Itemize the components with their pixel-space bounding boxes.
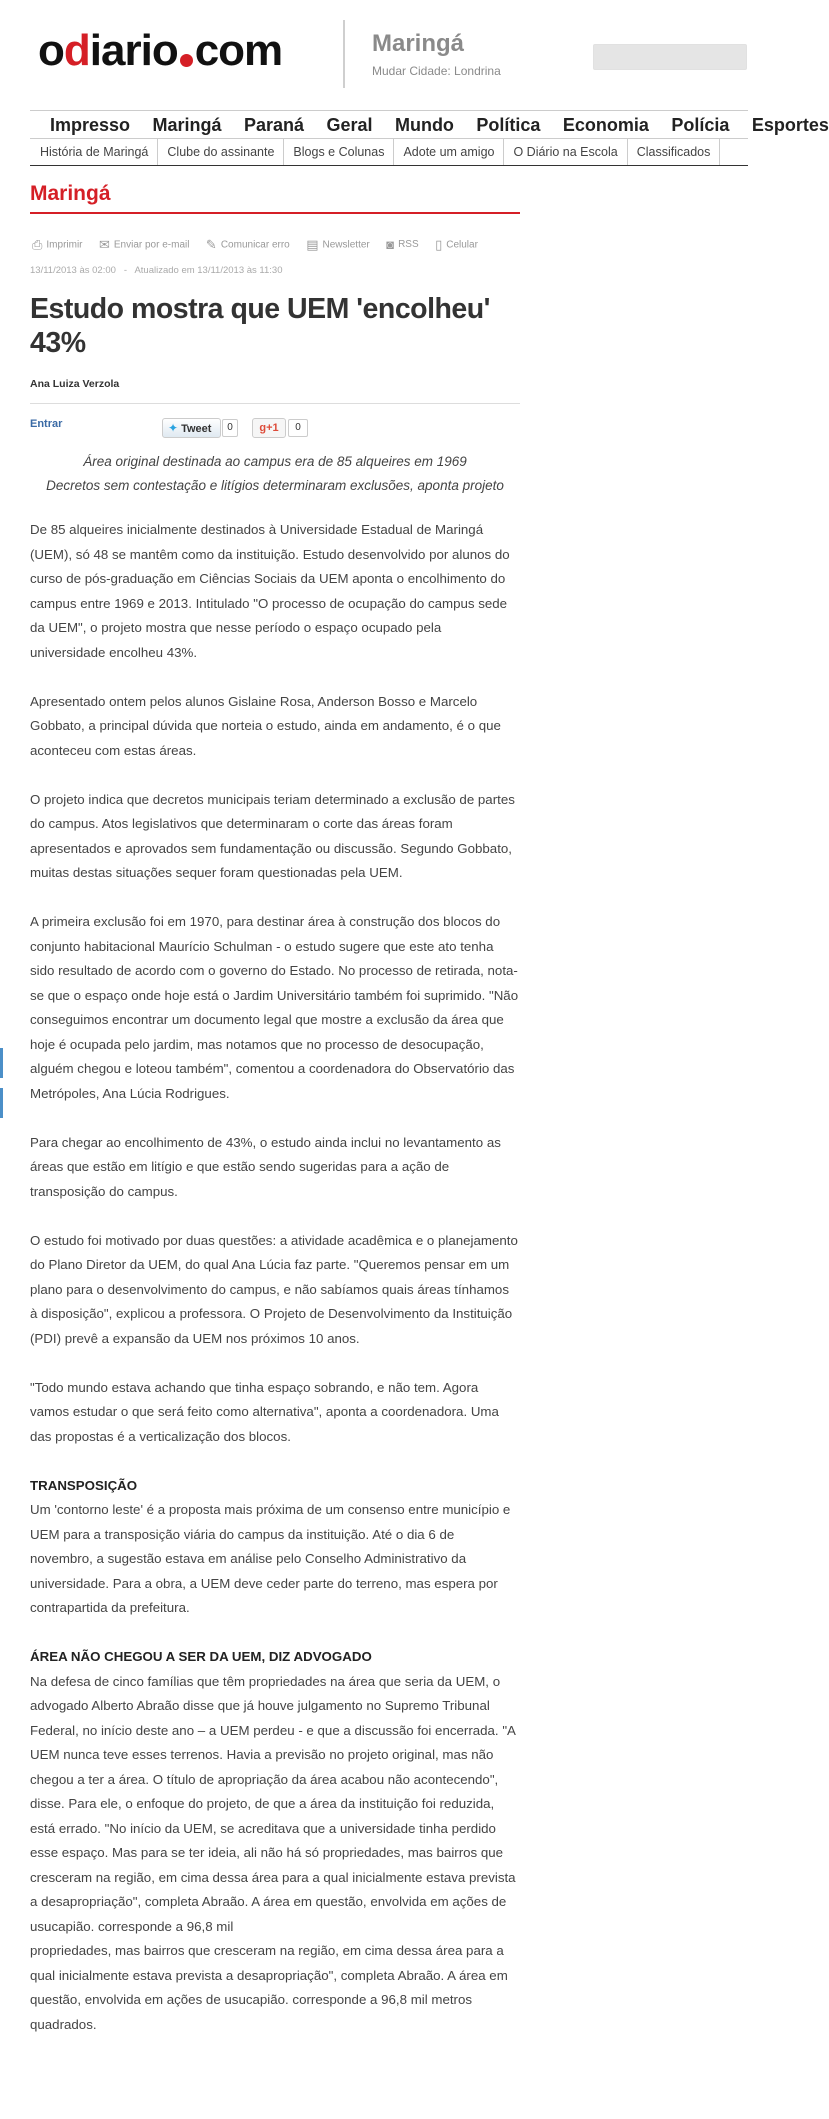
newsletter-label: Newsletter xyxy=(322,239,370,251)
article-dates xyxy=(30,265,283,276)
subheading-area: ÁREA NÃO CHEGOU A SER DA UEM, DIZ ADVOGADO xyxy=(30,1649,372,1664)
newsletter-button[interactable] xyxy=(306,237,370,253)
author-divider xyxy=(30,403,520,404)
paragraph: O estudo foi motivado por duas questões: a atividade acadêmica e o planejamento do Plano Diretor da UEM, do qual Ana Lúcia faz parte. "Queremos pensar em um plano para o desenvolvimento do campus, e não sabíamos quais áreas tínhamos à disposição", explicou a professora. O Projeto de Desenvolvimento da Instituição (PDI) prevê a expansão da UEM nos próximos 10 anos. xyxy=(30,1232,518,1346)
email-label: Enviar por e-mail xyxy=(113,239,190,251)
paragraph: O projeto indica que decretos municipais teriam determinado a exclusão de partes do campus. Atos legislativos que determinaram o corte das áreas foram apresentados e aprovados sem fundamentação ou discussão. Segundo Gobbato, muitas destas situações sequer foram questionadas pela UEM. xyxy=(30,791,515,880)
nav-item-geral[interactable]: Geral xyxy=(326,115,373,135)
rss-label: RSS xyxy=(398,239,419,251)
date-separator: - xyxy=(123,265,128,276)
paragraph: Para chegar ao encolhimento de 43%, o estudo ainda inclui no levantamento as áreas que estão em litígio e que estão sendo sugeridas para a ação de transposição do campus. xyxy=(30,1134,501,1199)
subtitle-line-1: Área original destinada ao campus era de 85 alqueires em 1969 xyxy=(83,454,467,469)
logo-part-2-d: d xyxy=(63,26,90,75)
paragraph: Um 'contorno leste' é a proposta mais próxima de um consenso entre município e UEM para a transposição viária do campus da instituição. Até o dia 6 de novembro, a sugestão estava em análise pelo Conselho Administrativo da universidade. Para a obra, a UEM deve ceder parte do terreno, mas espera por contrapartida da prefeitura. xyxy=(30,1502,511,1615)
printer-icon: ⎙ xyxy=(32,236,43,252)
current-city: Maringá xyxy=(372,30,465,57)
tweet-label: Tweet xyxy=(181,423,212,435)
paragraph: A primeira exclusão foi em 1970, para destinar área à construção dos blocos do conjunto habitacional Maurício Schulman - o estudo sugere que este ato tenha sido resultado de acordo com o governo do Estado. No processo de retirada, nota-se que o espaço onde hoje está o Jardim Universitário também foi suprimido. "Não conseguimos encontrar um documento legal que mostre a exclusão da área que hoje é ocupada pelo jardim, mas notamos que no processo de desocupação, alguém chegou e loteou também", comentou a coordenadora do Observatório das Metrópoles, Ana Lúcia Rodrigues. xyxy=(30,914,519,1101)
logo-part-1: o xyxy=(38,26,64,75)
search-input[interactable] xyxy=(593,44,747,70)
print-button[interactable] xyxy=(32,237,83,253)
gplus-icon: g xyxy=(259,422,267,434)
report-label: Comunicar erro xyxy=(220,239,290,251)
nav-item-economia[interactable]: Economia xyxy=(562,115,649,135)
subnav-item-classificados[interactable]: Classificados xyxy=(628,139,721,165)
rss-button[interactable] xyxy=(386,237,418,252)
paragraph: Na defesa de cinco famílias que têm propriedades na área que seria da UEM, o advogado Alberto Abraão disse que já houve julgamento no Supremo Tribunal Federal, no início deste ano – a UEM perdeu - e que a discussão foi encerrada. "A UEM nunca teve esses terrenos. Havia a previsão no projeto original, mas não chegou a ter a área. O título de apropriação da área acabou não acontecendo", disse. Para ele, o enfoque do projeto, de que a área da instituição foi reduzida, está errado. "No início da UEM, se acreditava que a universidade tinha perdido esse espaço. Mas para se ter ideia, ali não há só propriedades, mas bairros que cresceram na região, em cima dessa área para a qual inicialmente estava prevista a desapropriação", completa Abraão. A área em questão, envolvida em ações de usucapião. corresponde a 96,8 mil xyxy=(30,1673,516,1934)
edge-marker xyxy=(0,1088,3,1118)
subnav-item-clube[interactable]: Clube do assinante xyxy=(158,139,284,165)
section-title: Maringá xyxy=(30,182,111,205)
header-divider xyxy=(343,20,345,88)
updated-date: Atualizado em 13/11/2013 às 11:30 xyxy=(134,265,283,276)
pencil-icon: ✎ xyxy=(205,236,217,252)
main-nav xyxy=(30,110,829,137)
article-subtitle xyxy=(30,450,520,498)
subnav-item-blogs[interactable]: Blogs e Colunas xyxy=(284,139,394,165)
article-tools xyxy=(32,236,522,256)
article-headline: Estudo mostra que UEM 'encolheu' 43% xyxy=(30,293,490,359)
article-author: Ana Luiza Verzola xyxy=(30,378,120,390)
paragraph: propriedades, mas bairros que cresceram na região, em cima dessa área para a qual inicialmente estava prevista a desapropriação", completa Abraão. A área em questão, envolvida em ações de usucapião. corresponde a 96,8 mil metros quadrados. xyxy=(30,1943,508,2032)
paragraph: Apresentado ontem pelos alunos Gislaine Rosa, Anderson Bosso e Marcelo Gobbato, a principal dúvida que norteia o estudo, ainda em andamento, é o que aconteceu com estas áreas. xyxy=(30,693,501,758)
subheading-transposicao: TRANSPOSIÇÃO xyxy=(30,1477,138,1493)
nav-item-esportes[interactable]: Esportes xyxy=(751,115,829,135)
report-error-button[interactable] xyxy=(206,237,290,253)
nav-item-parana[interactable]: Paraná xyxy=(243,115,305,135)
rss-icon: ◙ xyxy=(386,237,395,253)
mobile-label: Celular xyxy=(446,239,478,251)
subnav-item-historia[interactable]: História de Maringá xyxy=(30,139,158,165)
article-body xyxy=(30,518,520,2062)
paragraph: De 85 alqueires inicialmente destinados à Universidade Estadual de Maringá (UEM), só 48 se mantêm como da instituição. Estudo desenvolvido por alunos do curso de pós-graduação em Ciências Sociais da UEM aponta o encolhimento do campus entre 1969 e 2013. Intitulado "O processo de ocupação do campus sede da UEM", o projeto mostra que nesse período o espaço ocupado pela universidade encolheu 43%. xyxy=(30,522,510,660)
nav-item-politica[interactable]: Política xyxy=(476,115,541,135)
gplus-count: 0 xyxy=(288,419,308,437)
phone-icon: ▯ xyxy=(435,236,443,252)
nav-item-impresso[interactable]: Impresso xyxy=(50,115,131,135)
nav-item-mundo[interactable]: Mundo xyxy=(394,115,454,135)
site-header xyxy=(30,14,730,94)
published-date: 13/11/2013 às 02:00 xyxy=(30,265,116,276)
logo-part-3: com xyxy=(194,26,283,75)
subtitle-line-2: Decretos sem contestação e litígios determinaram exclusões, aponta projeto xyxy=(46,478,504,493)
login-link[interactable]: Entrar xyxy=(30,418,63,430)
nav-item-maringa[interactable]: Maringá xyxy=(152,115,222,135)
mobile-button[interactable] xyxy=(435,237,478,253)
gplus-button[interactable] xyxy=(252,418,286,438)
gplus-label: +1 xyxy=(266,422,279,434)
logo-part-2: iario xyxy=(89,26,178,75)
change-city-link[interactable]: Mudar Cidade: Londrina xyxy=(372,64,501,78)
section-divider xyxy=(30,212,520,214)
edge-marker xyxy=(0,1048,3,1078)
paragraph: "Todo mundo estava achando que tinha espaço sobrando, e não tem. Agora vamos estudar o que será feito como alternativa", aponta a coordenadora. Uma das propostas é a verticalização dos blocos. xyxy=(30,1379,499,1444)
logo-dot-icon xyxy=(180,54,193,67)
tweet-count: 0 xyxy=(222,419,238,437)
sub-nav xyxy=(30,138,748,166)
envelope-icon: ✉ xyxy=(98,236,110,252)
subnav-item-adote[interactable]: Adote um amigo xyxy=(394,139,504,165)
print-label: Imprimir xyxy=(46,239,83,251)
email-button[interactable] xyxy=(99,237,190,253)
tweet-button[interactable] xyxy=(162,418,221,438)
subnav-item-escola[interactable]: O Diário na Escola xyxy=(504,139,627,165)
nav-item-policia[interactable]: Polícia xyxy=(671,115,730,135)
site-logo[interactable] xyxy=(38,26,282,76)
twitter-bird-icon: ✦ xyxy=(168,421,179,435)
newsletter-icon: ▤ xyxy=(306,236,319,252)
